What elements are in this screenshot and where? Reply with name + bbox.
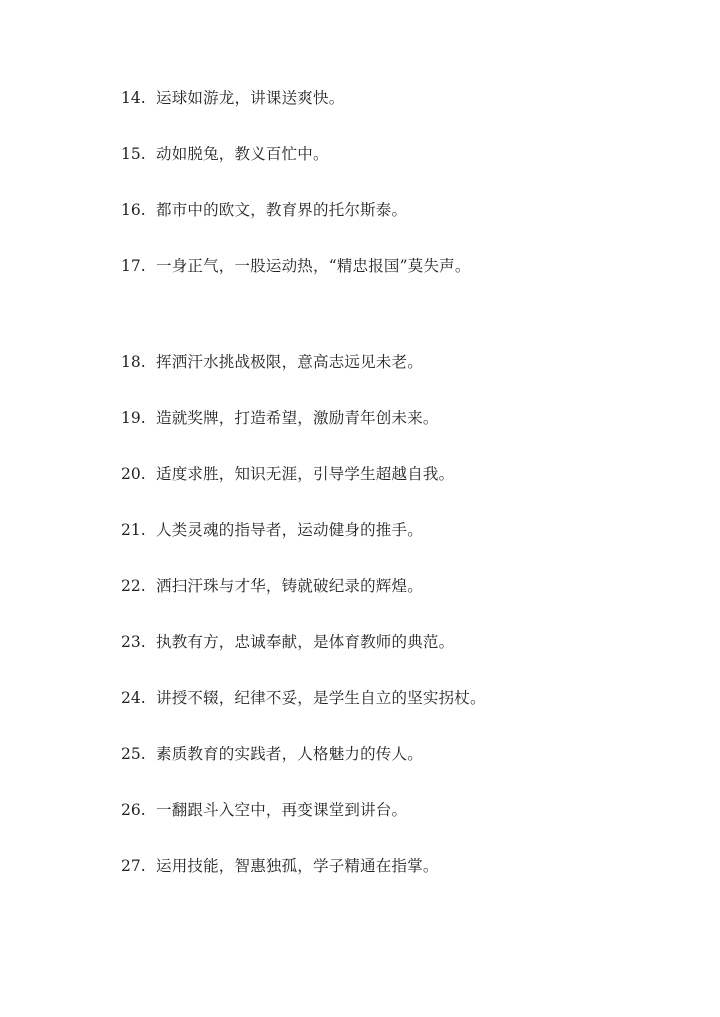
item-text: 适度求胜，知识无涯，引导学生超越自我。 — [156, 465, 455, 483]
item-number: 14. — [121, 89, 146, 107]
list-item — [121, 254, 471, 278]
item-text: 执教有方，忠诚奉献，是体育教师的典范。 — [156, 633, 455, 651]
item-number: 27. — [121, 857, 146, 875]
item-number: 21. — [121, 521, 146, 539]
item-text: 一翻跟斗入空中，再变课堂到讲台。 — [156, 801, 408, 819]
item-text: 素质教育的实践者，人格魅力的传人。 — [156, 745, 423, 763]
item-text: 运用技能，智惠独孤，学子精通在指掌。 — [156, 857, 439, 875]
item-number: 22. — [121, 577, 146, 595]
item-text: 动如脱兔，教义百忙中。 — [156, 145, 329, 163]
list-item — [121, 686, 486, 710]
item-number: 15. — [121, 145, 146, 163]
item-text: 运球如游龙，讲课送爽快。 — [156, 89, 345, 107]
item-number: 16. — [121, 201, 146, 219]
list-item — [121, 142, 329, 166]
item-number: 23. — [121, 633, 146, 651]
item-text: 讲授不辍，纪律不妥，是学生自立的坚实拐杖。 — [156, 689, 486, 707]
item-text: 洒扫汗珠与才华，铸就破纪录的辉煌。 — [156, 577, 423, 595]
item-text: 挥洒汗水挑战极限，意高志远见未老。 — [156, 353, 423, 371]
item-text: 人类灵魂的指导者，运动健身的推手。 — [156, 521, 423, 539]
list-item — [121, 742, 423, 766]
list-item — [121, 798, 407, 822]
list-item — [121, 574, 423, 598]
list-item — [121, 350, 423, 374]
list-item — [121, 462, 454, 486]
list-item — [121, 198, 407, 222]
list-item — [121, 86, 344, 110]
item-number: 25. — [121, 745, 146, 763]
item-text: 造就奖牌，打造希望，激励青年创未来。 — [156, 409, 439, 427]
item-number: 19. — [121, 409, 146, 427]
item-number: 18. — [121, 353, 146, 371]
item-number: 26. — [121, 801, 146, 819]
item-text: 都市中的欧文，教育界的托尔斯泰。 — [156, 201, 408, 219]
list-item — [121, 854, 439, 878]
item-text: 一身正气，一股运动热，“精忠报国”莫失声。 — [156, 257, 471, 275]
list-item — [121, 406, 439, 430]
item-number: 17. — [121, 257, 146, 275]
item-number: 20. — [121, 465, 146, 483]
list-item — [121, 630, 454, 654]
item-number: 24. — [121, 689, 146, 707]
list-item — [121, 518, 423, 542]
